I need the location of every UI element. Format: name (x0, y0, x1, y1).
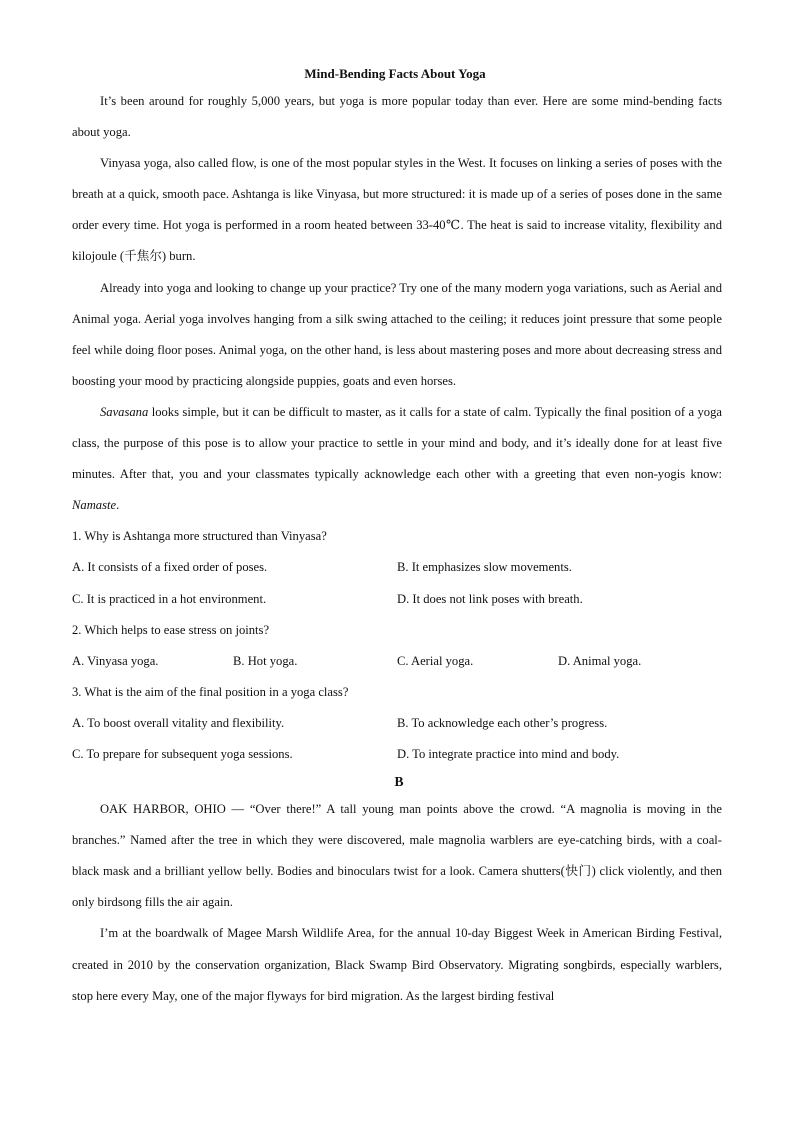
question-2-option-d: D. Animal yoga. (558, 653, 642, 668)
passage-a-paragraph-4 (72, 397, 722, 521)
question-1-options-row-2 (72, 584, 722, 615)
question-2-stem: 2. Which helps to ease stress on joints? (72, 622, 270, 637)
question-3-option-a: A. To boost overall vitality and flexibility. (72, 715, 285, 730)
question-1-options (72, 552, 722, 583)
question-1-option-a: A. It consists of a fixed order of poses. (72, 560, 268, 575)
question-2-option-a: A. Vinyasa yoga. (72, 653, 159, 668)
question-3-options (72, 708, 722, 739)
question-2-option-c: C. Aerial yoga. (397, 653, 474, 668)
question-1-option-c: C. It is practiced in a hot environment. (72, 591, 267, 606)
document-page (72, 62, 722, 1012)
question-3-option-d: D. To integrate practice into mind and body. (397, 746, 620, 761)
question-3-options-row-2 (72, 739, 722, 770)
passage-a-paragraph-2: Vinyasa yoga, also called flow, is one of the most popular styles in the West. It focuses on linking a series of poses with the breath at a quick, smooth pace. Ashtanga is like Vinyasa, but more structured: it is made up of a series of poses done in the same order every time. Hot yoga is performed in a room heated between 33-40℃. The heat is said to increase vitality, flexibility and kilojoule (千焦尔) burn. (72, 156, 722, 264)
question-1-option-b: B. It emphasizes slow movements. (397, 560, 572, 575)
paragraph-4-body: looks simple, but it can be difficult to master, as it calls for a state of calm. Typically the final position of a yoga class, the purpose of this pose is to allow your practice to settle in your mind and body, and it’s ideally done for at least five minutes. After that, you and your classmates typically acknowledge each other with a greeting that even non-yogis know: (72, 404, 722, 482)
question-3-stem: 3. What is the aim of the final position in a yoga class? (72, 684, 349, 699)
namaste-term: Namaste (72, 498, 117, 513)
passage-b-paragraph-1: OAK HARBOR, OHIO — “Over there!” A tall young man points above the crowd. “A magnolia is moving in the branches.” Named after the tree in which they were discovered, male magnolia warblers are eye-catching birds, with a coal-black mask and a brilliant yellow belly. Bodies and binoculars twist for a look. Camera shutters(快门) click violently, and then only birdsong fills the air again. (72, 802, 722, 910)
savasana-term: Savasana (100, 404, 149, 419)
question-1-option-d: D. It does not link poses with breath. (397, 591, 583, 606)
passage-a-paragraph-3: Already into yoga and looking to change up your practice? Try one of the many modern yoga variations, such as Aerial and Animal yoga. Aerial yoga involves hanging from a silk swing attached to the ceiling; it reduces joint pressure that some people feel while doing floor poses. Animal yoga, on the other hand, is less about mastering poses and more about decreasing stress and boosting your mood by practicing alongside puppies, goats and even horses. (72, 280, 722, 388)
question-1-stem: 1. Why is Ashtanga more structured than Vinyasa? (72, 529, 327, 544)
passage-a-paragraph-1: It’s been around for roughly 5,000 years, but yoga is more popular today than ever. Here are some mind-bending facts about yoga. (72, 94, 722, 140)
question-3-option-b: B. To acknowledge each other’s progress. (397, 715, 608, 730)
paragraph-4-tail: . (116, 498, 120, 513)
question-2-option-b: B. Hot yoga. (233, 653, 298, 668)
passage-b-label: B (394, 774, 404, 790)
passage-b-paragraph-2: I’m at the boardwalk of Magee Marsh Wildlife Area, for the annual 10-day Biggest Week in American Birding Festival, created in 2010 by the conservation organization, Black Swamp Bird Observatory. Migrating songbirds, especially warblers, stop here every May, one of the major flyways for bird migration. As the largest birding festival (72, 926, 722, 1003)
question-2-options (72, 646, 722, 677)
question-3-option-c: C. To prepare for subsequent yoga sessions. (72, 746, 293, 761)
passage-a-title: Mind-Bending Facts About Yoga (304, 66, 486, 81)
